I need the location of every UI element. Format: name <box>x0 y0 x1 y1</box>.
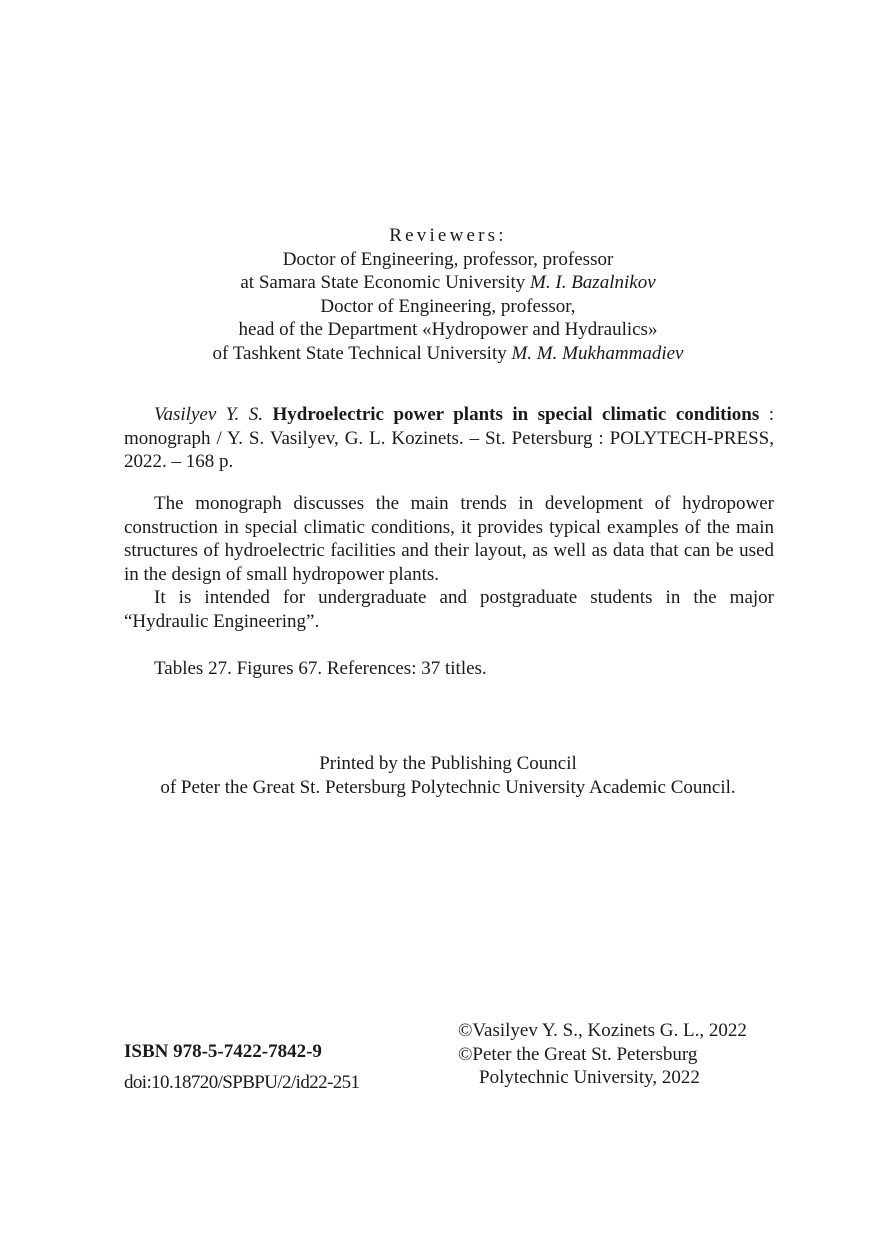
reviewer1-name: M. I. Bazalnikov <box>530 272 656 293</box>
copyright-line-1: ©Vasilyev Y. S., Kozinets G. L., 2022 <box>458 1020 747 1041</box>
doi: doi:10.18720/SPBPU/2/id22-251 <box>124 1072 360 1093</box>
reviewer2-affiliation <box>0 342 875 366</box>
bibliographic-paragraph <box>124 403 774 474</box>
printed-line-1: Printed by the Publishing Council <box>319 753 577 774</box>
reviewer2-position: Doctor of Engineering, professor, <box>320 295 576 317</box>
reviewer1-affiliation <box>0 271 875 295</box>
reviewer1-position: Doctor of Engineering, professor, professor <box>282 248 614 270</box>
abstract-paragraph-2: It is intended for undergraduate and postgraduate students in the major “Hydraulic Engineering”. <box>124 587 774 632</box>
abstract-paragraph-1: The monograph discusses the main trends in development of hydropower construction in special climatic conditions, it provides typical examples of the main structures of hydroelectric facilities and their layout, as well as data that can be used in the design of small hydropower plants. <box>124 493 774 585</box>
reviewers-heading: Reviewers: <box>389 225 507 246</box>
isbn: ISBN 978-5-7422-7842-9 <box>124 1041 322 1062</box>
printed-by-block <box>0 752 875 799</box>
copyright-line-3: Polytechnic University, 2022 <box>479 1067 700 1088</box>
printed-line-2: of Peter the Great St. Petersburg Polytechnic University Academic Council. <box>160 776 736 798</box>
bib-title: Hydroelectric power plants in special climatic conditions <box>272 404 760 425</box>
copyright-line-2: ©Peter the Great St. Petersburg <box>458 1043 698 1065</box>
bib-details: : monograph / Y. S. Vasilyev, G. L. Kozinets. – St. Petersburg : POLYTECH-PRESS, 2022. – 168 p. <box>124 404 775 472</box>
reviewer2-name: M. M. Mukhammadiev <box>511 342 684 364</box>
bib-author: Vasilyev Y. S. <box>154 404 264 425</box>
copyright-block <box>458 1019 778 1090</box>
book-stats: Tables 27. Figures 67. References: 37 titles. <box>154 658 487 679</box>
reviewer2-university: of Tashkent State Technical University <box>212 342 507 364</box>
reviewer1-university: at Samara State Economic University <box>240 272 526 293</box>
bibliographic-record <box>124 403 774 474</box>
reviewer2-department: head of the Department «Hydropower and Hydraulics» <box>238 319 658 340</box>
reviewers-block <box>0 224 875 365</box>
abstract <box>124 492 774 633</box>
